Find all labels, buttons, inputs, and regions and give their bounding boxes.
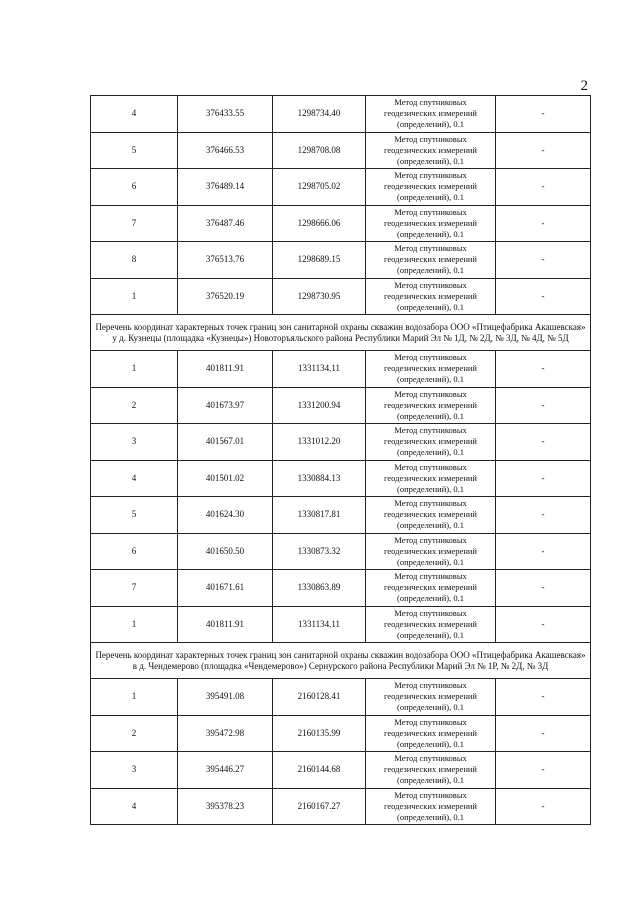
x-coordinate-cell: 401567.01 [178, 424, 273, 461]
error-cell: - [496, 533, 591, 570]
method-cell: Метод спутниковых геодезических измерений (определений), 0.1 [366, 679, 496, 716]
y-coordinate-cell: 1298689.15 [273, 242, 366, 279]
method-cell: Метод спутниковых геодезических измерений (определений), 0.1 [366, 424, 496, 461]
point-number-cell: 7 [91, 570, 178, 607]
table-row [91, 205, 591, 242]
x-coordinate-cell: 401650.50 [178, 533, 273, 570]
point-number-cell: 6 [91, 169, 178, 206]
error-cell: - [496, 715, 591, 752]
x-coordinate-cell: 401673.97 [178, 387, 273, 424]
point-number-cell: 7 [91, 205, 178, 242]
y-coordinate-cell: 1331012.20 [273, 424, 366, 461]
point-number-cell: 4 [91, 460, 178, 497]
point-number-cell: 3 [91, 424, 178, 461]
y-coordinate-cell: 1298708.08 [273, 132, 366, 169]
method-cell: Метод спутниковых геодезических измерений (определений), 0.1 [366, 242, 496, 279]
method-cell: Метод спутниковых геодезических измерений (определений), 0.1 [366, 606, 496, 643]
x-coordinate-cell: 376513.76 [178, 242, 273, 279]
y-coordinate-cell: 1331134.11 [273, 606, 366, 643]
x-coordinate-cell: 395446.27 [178, 752, 273, 789]
y-coordinate-cell: 2160128.41 [273, 679, 366, 716]
error-cell: - [496, 351, 591, 388]
y-coordinate-cell: 1330873.32 [273, 533, 366, 570]
error-cell: - [496, 679, 591, 716]
y-coordinate-cell: 1330817.81 [273, 497, 366, 534]
error-cell: - [496, 169, 591, 206]
table-row [91, 169, 591, 206]
table-row [91, 570, 591, 607]
table-row [91, 96, 591, 133]
point-number-cell: 1 [91, 606, 178, 643]
table-row [91, 752, 591, 789]
error-cell: - [496, 132, 591, 169]
error-cell: - [496, 205, 591, 242]
y-coordinate-cell: 1330884.13 [273, 460, 366, 497]
y-coordinate-cell: 1330863.89 [273, 570, 366, 607]
error-cell: - [496, 387, 591, 424]
x-coordinate-cell: 376489.14 [178, 169, 273, 206]
y-coordinate-cell: 1331134.11 [273, 351, 366, 388]
method-cell: Метод спутниковых геодезических измерений (определений), 0.1 [366, 205, 496, 242]
table-row [91, 132, 591, 169]
method-cell: Метод спутниковых геодезических измерений (определений), 0.1 [366, 169, 496, 206]
page-number: 2 [580, 78, 588, 94]
error-cell: - [496, 752, 591, 789]
coordinates-table-body [91, 96, 591, 825]
method-cell: Метод спутниковых геодезических измерений (определений), 0.1 [366, 460, 496, 497]
method-cell: Метод спутниковых геодезических измерений (определений), 0.1 [366, 497, 496, 534]
error-cell: - [496, 242, 591, 279]
y-coordinate-cell: 1298705.02 [273, 169, 366, 206]
section-title: Перечень координат характерных точек границ зон санитарной охраны скважин водозабора ООО «Птицефабрика Акашевская» в д. Чендемерово (площадка «Чендемерово») Сернурского района Республики Марий Эл № 1Р, № 2Д, № 3Д [91, 643, 591, 679]
method-cell: Метод спутниковых геодезических измерений (определений), 0.1 [366, 387, 496, 424]
error-cell: - [496, 570, 591, 607]
x-coordinate-cell: 401811.91 [178, 351, 273, 388]
x-coordinate-cell: 395491.08 [178, 679, 273, 716]
section-title: Перечень координат характерных точек границ зон санитарной охраны скважин водозабора ООО «Птицефабрика Акашевская» у д. Кузнецы (площадка «Кузнецы») Новоторъяльского района Республики Марий Эл № 1Д, № 2Д, № 3Д, № 4Д, № 5Д [91, 315, 591, 351]
x-coordinate-cell: 401811.91 [178, 606, 273, 643]
error-cell: - [496, 96, 591, 133]
point-number-cell: 1 [91, 278, 178, 315]
y-coordinate-cell: 2160144.68 [273, 752, 366, 789]
table-row [91, 788, 591, 825]
x-coordinate-cell: 376433.55 [178, 96, 273, 133]
x-coordinate-cell: 395378.23 [178, 788, 273, 825]
point-number-cell: 1 [91, 351, 178, 388]
y-coordinate-cell: 1331200.94 [273, 387, 366, 424]
table-row [91, 278, 591, 315]
error-cell: - [496, 460, 591, 497]
error-cell: - [496, 788, 591, 825]
section-title-row [91, 315, 591, 351]
table-row [91, 715, 591, 752]
method-cell: Метод спутниковых геодезических измерений (определений), 0.1 [366, 96, 496, 133]
x-coordinate-cell: 401624.30 [178, 497, 273, 534]
table-row [91, 497, 591, 534]
table-row [91, 242, 591, 279]
table-row [91, 679, 591, 716]
table-row [91, 460, 591, 497]
x-coordinate-cell: 376466.53 [178, 132, 273, 169]
table-row [91, 351, 591, 388]
table-row [91, 424, 591, 461]
point-number-cell: 2 [91, 387, 178, 424]
table-row [91, 606, 591, 643]
x-coordinate-cell: 376520.19 [178, 278, 273, 315]
error-cell: - [496, 424, 591, 461]
x-coordinate-cell: 401671.61 [178, 570, 273, 607]
section-title-row [91, 643, 591, 679]
point-number-cell: 6 [91, 533, 178, 570]
y-coordinate-cell: 1298730.95 [273, 278, 366, 315]
y-coordinate-cell: 2160135.99 [273, 715, 366, 752]
method-cell: Метод спутниковых геодезических измерений (определений), 0.1 [366, 715, 496, 752]
point-number-cell: 5 [91, 132, 178, 169]
point-number-cell: 4 [91, 788, 178, 825]
y-coordinate-cell: 1298734.40 [273, 96, 366, 133]
y-coordinate-cell: 2160167.27 [273, 788, 366, 825]
x-coordinate-cell: 395472.98 [178, 715, 273, 752]
method-cell: Метод спутниковых геодезических измерений (определений), 0.1 [366, 351, 496, 388]
method-cell: Метод спутниковых геодезических измерений (определений), 0.1 [366, 533, 496, 570]
table-row [91, 533, 591, 570]
point-number-cell: 1 [91, 679, 178, 716]
method-cell: Метод спутниковых геодезических измерений (определений), 0.1 [366, 132, 496, 169]
method-cell: Метод спутниковых геодезических измерений (определений), 0.1 [366, 278, 496, 315]
error-cell: - [496, 606, 591, 643]
point-number-cell: 4 [91, 96, 178, 133]
x-coordinate-cell: 376487.46 [178, 205, 273, 242]
point-number-cell: 8 [91, 242, 178, 279]
point-number-cell: 5 [91, 497, 178, 534]
method-cell: Метод спутниковых геодезических измерений (определений), 0.1 [366, 752, 496, 789]
point-number-cell: 3 [91, 752, 178, 789]
point-number-cell: 2 [91, 715, 178, 752]
error-cell: - [496, 497, 591, 534]
x-coordinate-cell: 401501.02 [178, 460, 273, 497]
method-cell: Метод спутниковых геодезических измерений (определений), 0.1 [366, 570, 496, 607]
table-row [91, 387, 591, 424]
method-cell: Метод спутниковых геодезических измерений (определений), 0.1 [366, 788, 496, 825]
y-coordinate-cell: 1298666.06 [273, 205, 366, 242]
error-cell: - [496, 278, 591, 315]
coordinates-table [90, 95, 591, 825]
